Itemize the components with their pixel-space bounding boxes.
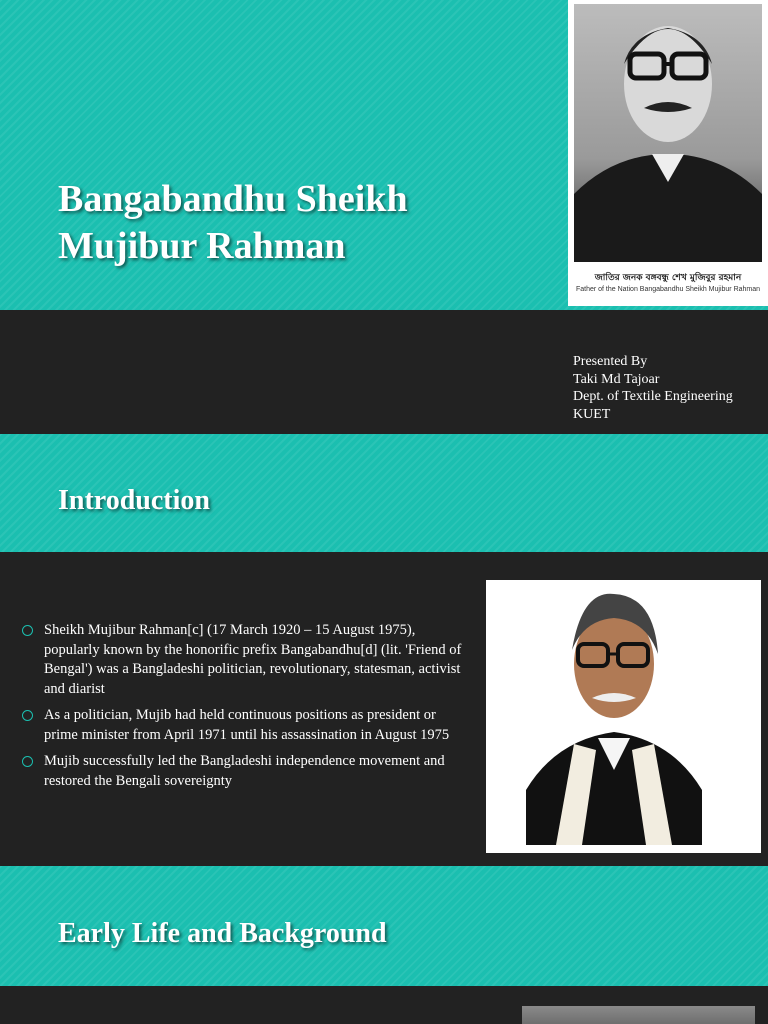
early-life-photo xyxy=(522,1006,755,1024)
presenter-info xyxy=(573,353,733,423)
bullet-text: Sheikh Mujibur Rahman[c] (17 March 1920 – 15 August 1975), popularly known by the honorific prefix Bangabandhu[d] (lit. 'Friend of Bengal') was a Bangladeshi politician, revolutionary, statesman, activist and diarist xyxy=(44,622,462,697)
portrait-image xyxy=(574,4,762,262)
bullet-circle-icon xyxy=(22,625,33,636)
bullet-circle-icon xyxy=(22,710,33,721)
presenter-department: Dept. of Textile Engineering xyxy=(573,389,733,404)
presentation-title: Bangabandhu Sheikh Mujibur Rahman xyxy=(58,178,408,267)
bullet-circle-icon xyxy=(22,756,33,767)
presented-by-label: Presented By xyxy=(573,354,648,369)
introduction-bullets xyxy=(22,621,462,798)
portrait-photo-bw xyxy=(568,0,768,306)
list-item xyxy=(22,621,462,699)
presenter-institution: KUET xyxy=(573,406,611,422)
early-life-title: Early Life and Background xyxy=(58,918,387,949)
presenter-name: Taki Md Tajoar xyxy=(573,371,660,387)
list-item xyxy=(22,706,462,745)
photo-caption-bengali: জাতির জনক বঙ্গবন্ধু শেখ মুজিবুর রহমান xyxy=(594,273,742,283)
portrait-photo-color xyxy=(486,580,761,853)
bullet-text: Mujib successfully led the Bangladeshi independence movement and restored the Bengali sovereignty xyxy=(44,753,445,789)
bullet-text: As a politician, Mujib had held continuous positions as president or prime minister from April 1971 until his assassination in August 1975 xyxy=(44,707,450,743)
photo-caption-english: Father of the Nation Bangabandhu Sheikh Mujibur Rahman xyxy=(575,286,761,293)
introduction-title: Introduction xyxy=(58,485,210,516)
list-item xyxy=(22,752,462,791)
